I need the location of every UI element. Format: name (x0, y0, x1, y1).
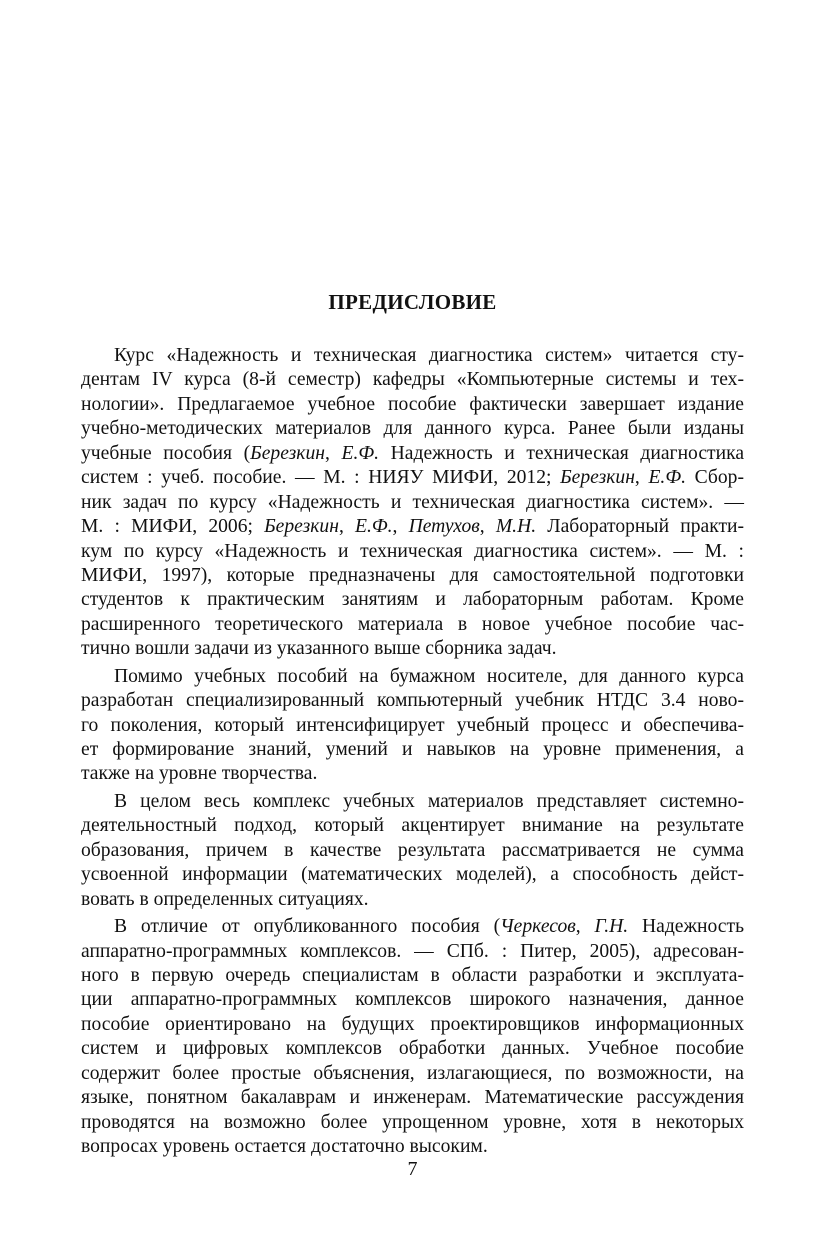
text-line (81, 564, 744, 588)
text-segment: дентам IV курса (8-й семестр) кафедры «Компьютерные системы и тех- (81, 369, 744, 391)
text-line (81, 637, 744, 661)
italic-segment: Петухов (408, 516, 480, 538)
text-line (81, 665, 744, 689)
text-line (81, 344, 744, 368)
text-segment: В целом весь комплекс учебных материалов представляет системно- (114, 790, 744, 812)
italic-segment: Г.Н. (594, 916, 629, 938)
text-segment: вопросах уровень остается достаточно высоким. (81, 1136, 488, 1157)
text-line (81, 1111, 744, 1135)
text-line (81, 1086, 744, 1110)
text-segment: систем : учеб. пособие. — М. : НИЯУ МИФИ, 2012; (81, 467, 561, 489)
paragraph (81, 665, 744, 787)
text-segment: аппаратно-программных комплексов. — СПб. : Питер, 2005), адресован- (81, 940, 744, 962)
text-line (81, 714, 744, 738)
text-line (81, 888, 744, 912)
italic-segment: Березкин (264, 516, 339, 538)
book-page (81, 0, 744, 1240)
text-line (81, 417, 744, 441)
text-segment: деятельностный подход, который акцентирует внимание на результате (81, 815, 744, 837)
italic-segment: Березкин (560, 467, 635, 489)
text-segment: М. : МИФИ, 2006; (81, 516, 265, 538)
text-segment: тично вошли задачи из указанного выше сборника задач. (81, 638, 557, 660)
text-line (81, 964, 744, 988)
text-segment: Помимо учебных пособий на бумажном носителе, для данного курса (114, 665, 744, 687)
text-segment: , (392, 516, 409, 538)
text-line (81, 515, 744, 539)
text-segment: учебно-методических материалов для данного курса. Ранее были изданы (81, 418, 744, 440)
text-line (81, 814, 744, 838)
text-segment: студентов к практическим занятиям и лабораторным работам. Кроме (81, 589, 744, 611)
text-segment: Надежность (628, 916, 744, 938)
italic-segment: Е.Ф. (341, 442, 380, 464)
text-segment: учебные пособия ( (81, 442, 251, 464)
text-segment: Курс «Надежность и техническая диагностика систем» читается сту- (114, 345, 744, 366)
text-segment: ник задач по курсу «Надежность и техническая диагностика систем». — (81, 491, 744, 513)
text-segment: также на уровне творчества. (81, 763, 318, 785)
text-segment: ет формирование знаний, умений и навыков на уровне применения, а (81, 739, 744, 760)
text-segment: , (479, 516, 496, 538)
text-line (81, 839, 744, 863)
text-line (81, 613, 744, 637)
paragraph (81, 790, 744, 912)
text-line (81, 368, 744, 392)
text-segment: Сбор- (685, 467, 745, 489)
text-segment: вовать в определенных ситуациях. (81, 888, 369, 910)
text-segment: Лабораторный практи- (536, 516, 745, 538)
text-line (81, 1135, 744, 1159)
text-segment: , (338, 516, 355, 538)
text-segment: , (634, 467, 649, 489)
text-segment: разработан специализированный компьютерный учебник НТДС 3.4 ново- (81, 690, 744, 712)
text-line (81, 940, 744, 964)
text-line (81, 790, 744, 814)
text-line (81, 393, 744, 417)
text-segment: , (575, 916, 595, 938)
italic-segment: Черкесов (500, 916, 576, 938)
page-title: ПРЕДИСЛОВИЕ (328, 290, 497, 314)
text-segment: содержит более простые объяснения, излагающиеся, по возможности, на (81, 1062, 744, 1084)
text-segment: систем и цифровых комплексов обработки данных. Учебное пособие (81, 1038, 744, 1060)
italic-segment: Е.Ф. (648, 467, 686, 489)
text-line (81, 1062, 744, 1086)
text-segment: расширенного теоретического материала в новое учебное пособие час- (81, 613, 744, 635)
text-segment: Надежность и техническая диагностика (379, 442, 745, 464)
text-segment: языке, понятном бакалаврам и инженерам. Математические рассуждения (81, 1087, 744, 1109)
text-line (81, 442, 744, 466)
text-segment: ции аппаратно-программных комплексов широкого назначения, данное (81, 989, 744, 1011)
text-line (81, 915, 744, 939)
paragraph (81, 915, 744, 1159)
italic-segment: Е.Ф. (355, 516, 393, 538)
text-segment: ного в первую очередь специалистам в области разработки и эксплуата- (81, 964, 744, 986)
text-line (81, 491, 744, 515)
text-line (81, 738, 744, 762)
preface-body (81, 344, 744, 1159)
text-segment: В отличие от опубликованного пособия ( (114, 916, 501, 938)
text-line (81, 863, 744, 887)
text-segment: проводятся на возможно более упрощенном уровне, хотя в некоторых (81, 1111, 744, 1133)
text-segment: го поколения, который интенсифицирует учебный процесс и обеспечива- (81, 714, 744, 736)
text-segment: нологии». Предлагаемое учебное пособие фактически завершает издание (81, 393, 744, 415)
text-line (81, 466, 744, 490)
text-line (81, 1037, 744, 1061)
page-number: 7 (407, 1158, 418, 1180)
text-line (81, 689, 744, 713)
text-segment: кум по курсу «Надежность и техническая диагностика систем». — М. : (81, 540, 744, 562)
text-line (81, 1013, 744, 1037)
italic-segment: Березкин (250, 442, 325, 464)
text-segment: МИФИ, 1997), которые предназначены для самостоятельной подготовки (81, 564, 744, 586)
text-segment: усвоенной информации (математических моделей), а способность дейст- (81, 864, 744, 886)
text-segment: образования, причем в качестве результата рассматривается не сумма (81, 839, 744, 861)
text-segment: пособие ориентировано на будущих проектировщиков информационных (81, 1013, 744, 1035)
text-segment: , (324, 442, 342, 464)
text-line (81, 588, 744, 612)
paragraph (81, 344, 744, 662)
italic-segment: М.Н. (495, 516, 537, 538)
text-line (81, 762, 744, 786)
text-line (81, 988, 744, 1012)
text-line (81, 540, 744, 564)
